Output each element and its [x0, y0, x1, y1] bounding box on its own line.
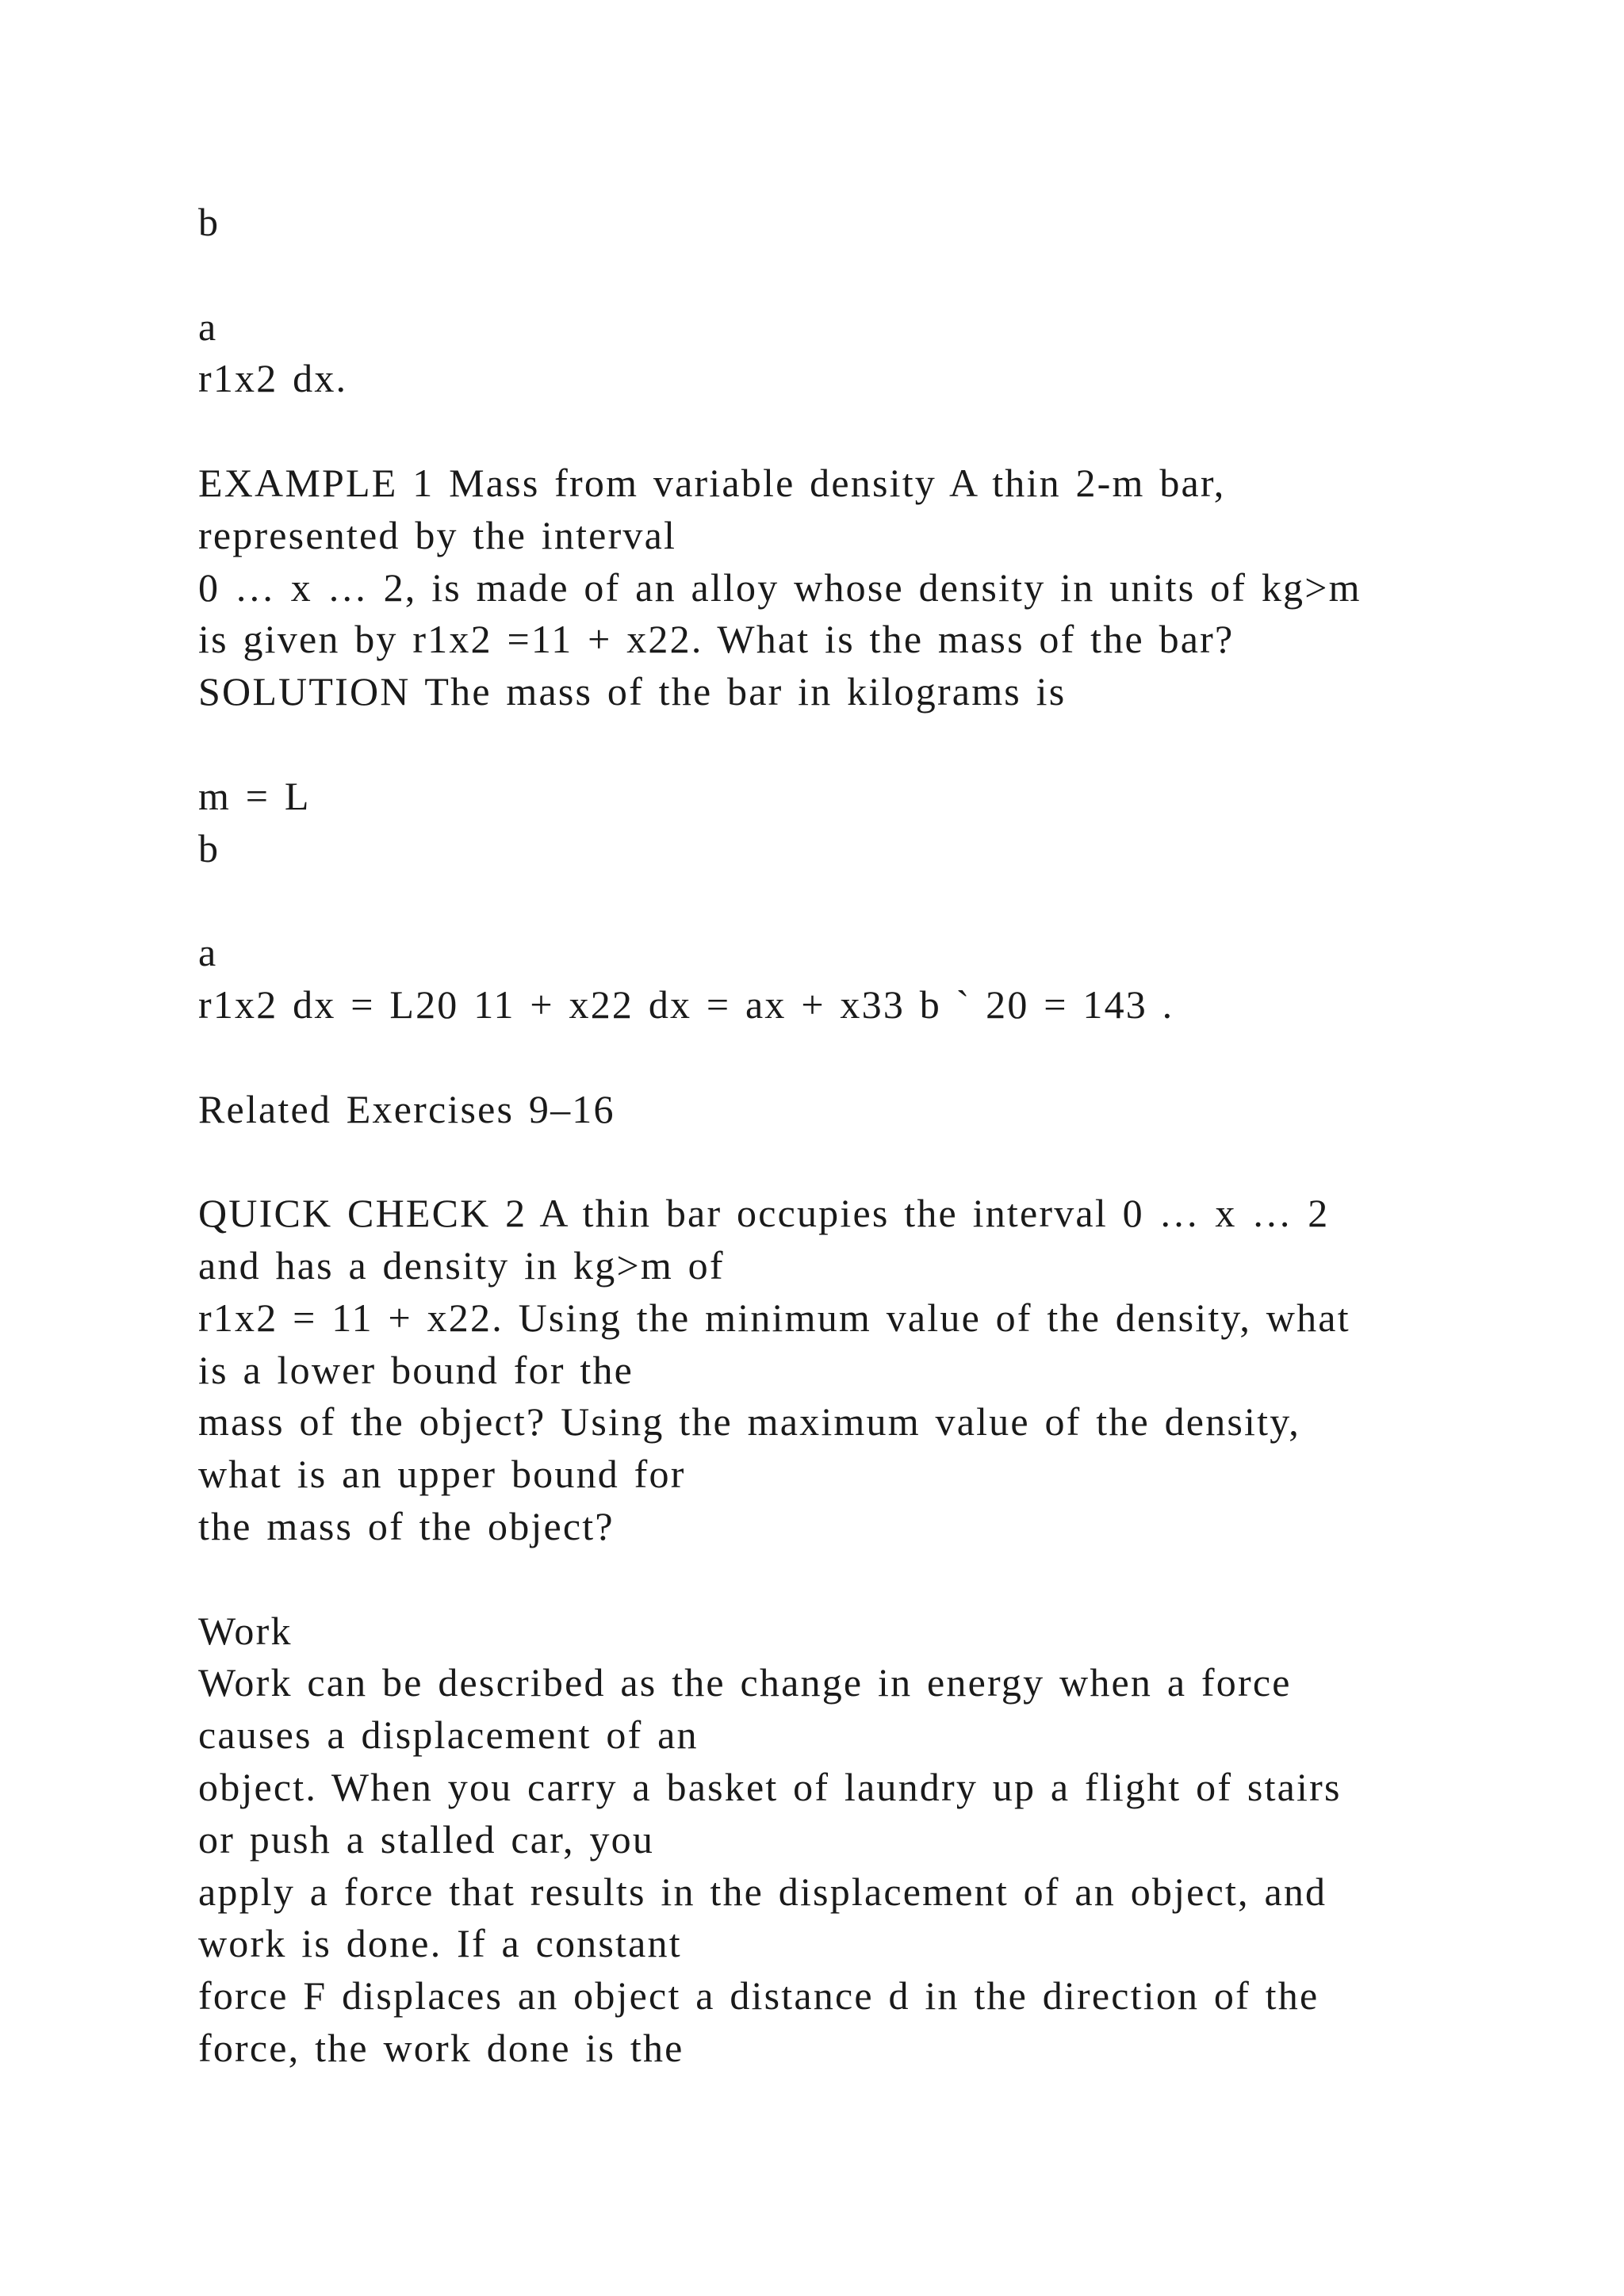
text-line: is a lower bound for the	[198, 1347, 634, 1392]
text-line: is given by r1x2 =11 + x22. What is the mass of the bar?	[198, 617, 1235, 662]
equation-line: b	[198, 825, 220, 871]
text-line: Work can be described as the change in energy when a force	[198, 1660, 1292, 1705]
text-line: mass of the object? Using the maximum value of the density,	[198, 1399, 1300, 1445]
blank-line	[198, 249, 1435, 301]
equation-line: r1x2 dx = L20 11 + x22 dx = ax + x33 b ` 20 = 143 .	[198, 982, 1174, 1027]
solution-line: SOLUTION The mass of the bar in kilograms is	[198, 669, 1067, 714]
text-line: force, the work done is the	[198, 2025, 684, 2070]
text-line: force F displaces an object a distance d in the direction of the	[198, 1973, 1320, 2019]
blank-line	[198, 874, 1435, 927]
text-line: represented by the interval	[198, 512, 677, 557]
text-line: apply a force that results in the displacement of an object, and	[198, 1869, 1327, 1914]
text-line: b	[198, 200, 220, 244]
blank-line	[198, 718, 1435, 771]
text-line: 0 … x … 2, is made of an alloy whose density in units of kg>m	[198, 564, 1362, 610]
text-line: r1x2 dx.	[198, 356, 348, 401]
document-text	[198, 197, 1435, 2075]
text-line: or push a stalled car, you	[198, 1816, 655, 1862]
text-line: the mass of the object?	[198, 1503, 615, 1548]
text-line: what is an upper bound for	[198, 1452, 686, 1497]
equation-line: m = L	[198, 773, 311, 818]
text-line: and has a density in kg>m of	[198, 1242, 725, 1288]
text-line: causes a displacement of an	[198, 1712, 699, 1758]
blank-line	[198, 405, 1435, 457]
blank-line	[198, 1031, 1435, 1084]
section-heading-work: Work	[198, 1608, 293, 1653]
text-line: a	[198, 304, 218, 349]
blank-line	[198, 1553, 1435, 1605]
text-line: work is done. If a constant	[198, 1921, 682, 1966]
text-line: r1x2 = 11 + x22. Using the minimum value of the density, what	[198, 1295, 1350, 1340]
example-heading-line: EXAMPLE 1 Mass from variable density A thin 2-m bar,	[198, 460, 1226, 505]
quick-check-line: QUICK CHECK 2 A thin bar occupies the interval 0 … x … 2	[198, 1191, 1330, 1236]
blank-line	[198, 1135, 1435, 1188]
equation-line: a	[198, 930, 218, 975]
related-exercises-line: Related Exercises 9–16	[198, 1086, 615, 1131]
text-line: object. When you carry a basket of laundry up a flight of stairs	[198, 1764, 1342, 1809]
